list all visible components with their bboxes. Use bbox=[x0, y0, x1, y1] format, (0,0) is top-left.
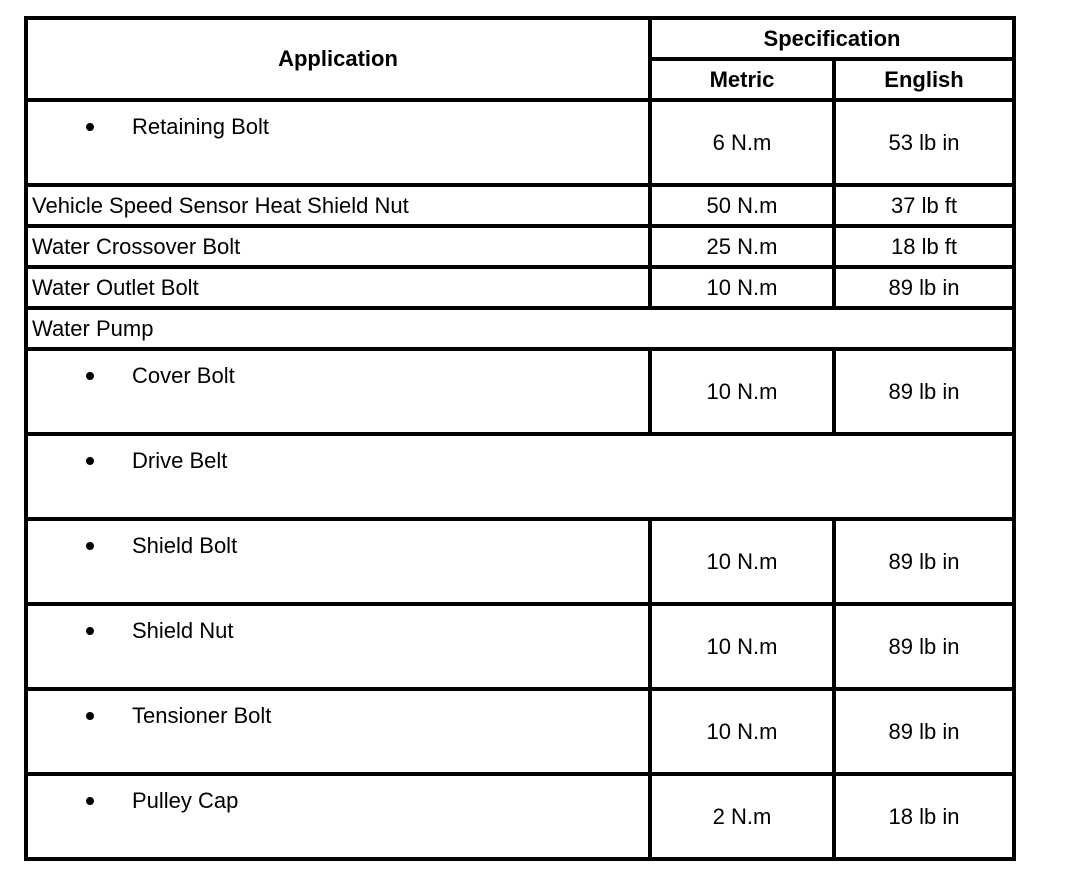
application-label: Water Outlet Bolt bbox=[26, 267, 650, 308]
metric-value: 10 N.m bbox=[650, 689, 834, 774]
application-label: Vehicle Speed Sensor Heat Shield Nut bbox=[26, 185, 650, 226]
table-row bbox=[26, 519, 1014, 604]
metric-value: 10 N.m bbox=[650, 519, 834, 604]
table-row bbox=[26, 349, 1014, 434]
english-value: 18 lb ft bbox=[834, 226, 1014, 267]
bullet-icon bbox=[86, 542, 94, 550]
bullet-icon bbox=[86, 712, 94, 720]
application-label: Water Crossover Bolt bbox=[26, 226, 650, 267]
application-cell bbox=[26, 689, 650, 774]
application-label: Retaining Bolt bbox=[132, 114, 269, 139]
bullet-icon bbox=[86, 797, 94, 805]
bullet-icon bbox=[86, 372, 94, 380]
metric-value: 2 N.m bbox=[650, 774, 834, 859]
english-value: 89 lb in bbox=[834, 604, 1014, 689]
table-row-group-heading bbox=[26, 308, 1014, 349]
english-value: 89 lb in bbox=[834, 519, 1014, 604]
table-row bbox=[26, 185, 1014, 226]
header-application: Application bbox=[26, 18, 650, 100]
header-specification: Specification bbox=[650, 18, 1014, 59]
table-row bbox=[26, 774, 1014, 859]
application-label: Tensioner Bolt bbox=[132, 703, 272, 728]
application-label: Shield Nut bbox=[132, 618, 234, 643]
application-cell bbox=[26, 604, 650, 689]
application-label: Pulley Cap bbox=[132, 788, 239, 813]
metric-value: 25 N.m bbox=[650, 226, 834, 267]
english-value: 18 lb in bbox=[834, 774, 1014, 859]
header-metric: Metric bbox=[650, 59, 834, 100]
header-english: English bbox=[834, 59, 1014, 100]
application-label: Drive Belt bbox=[132, 448, 228, 473]
bullet-icon bbox=[86, 627, 94, 635]
english-value: 89 lb in bbox=[834, 349, 1014, 434]
metric-value: 10 N.m bbox=[650, 604, 834, 689]
application-cell bbox=[26, 774, 650, 859]
english-value: 89 lb in bbox=[834, 689, 1014, 774]
torque-specification-table bbox=[24, 16, 1016, 861]
application-cell bbox=[26, 519, 650, 604]
metric-value: 6 N.m bbox=[650, 100, 834, 185]
metric-value: 10 N.m bbox=[650, 349, 834, 434]
english-value: 53 lb in bbox=[834, 100, 1014, 185]
bullet-icon bbox=[86, 123, 94, 131]
table-row bbox=[26, 689, 1014, 774]
metric-value: 10 N.m bbox=[650, 267, 834, 308]
english-value: 37 lb ft bbox=[834, 185, 1014, 226]
table-row bbox=[26, 226, 1014, 267]
table-row bbox=[26, 100, 1014, 185]
application-label: Shield Bolt bbox=[132, 533, 238, 558]
english-value: 89 lb in bbox=[834, 267, 1014, 308]
group-heading: Water Pump bbox=[26, 308, 1014, 349]
application-label: Cover Bolt bbox=[132, 363, 235, 388]
table-row bbox=[26, 267, 1014, 308]
metric-value: 50 N.m bbox=[650, 185, 834, 226]
bullet-icon bbox=[86, 457, 94, 465]
application-cell bbox=[26, 349, 650, 434]
table-row-subgroup-heading bbox=[26, 434, 1014, 519]
application-cell bbox=[26, 100, 650, 185]
application-cell bbox=[26, 434, 1014, 519]
table-row bbox=[26, 604, 1014, 689]
